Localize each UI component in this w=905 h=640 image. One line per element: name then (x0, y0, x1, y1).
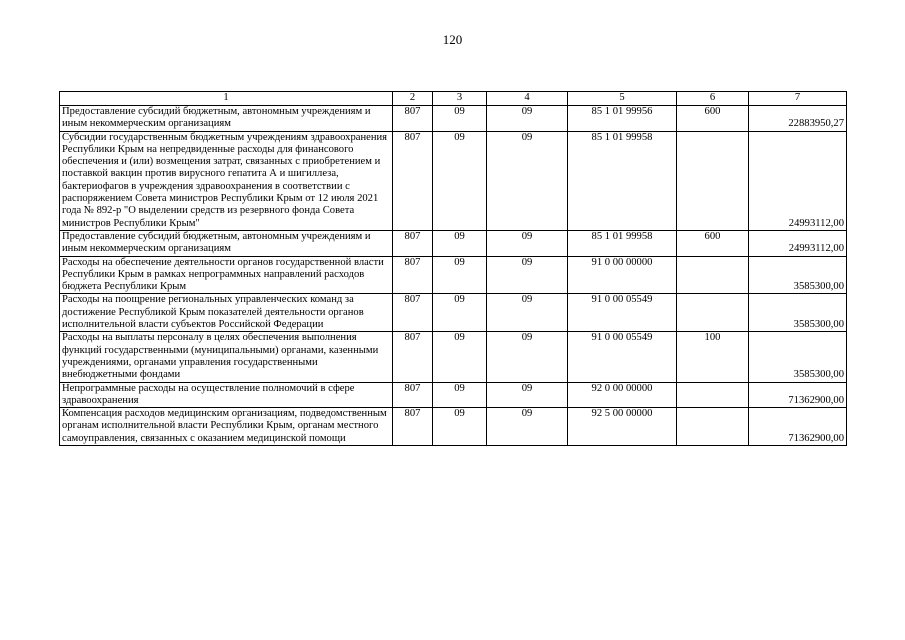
row-subsection-code: 09 (487, 382, 568, 408)
header-cell: 4 (487, 92, 568, 106)
row-target-code: 92 0 00 00000 (568, 382, 677, 408)
row-target-code: 91 0 00 05549 (568, 332, 677, 382)
row-section-code: 09 (433, 230, 487, 256)
row-name: Предоставление субсидий бюджетным, автономным учреждениям и иным некоммерческим организациям (60, 230, 393, 256)
row-target-code: 92 5 00 00000 (568, 408, 677, 446)
table-row (60, 106, 847, 132)
row-name: Расходы на обеспечение деятельности органов государственной власти Республики Крым в рамках непрограммных направлений расходов бюджета Республики Крым (60, 256, 393, 294)
row-ministry-code: 807 (393, 332, 433, 382)
row-name: Компенсация расходов медицинским организациям, подведомственным органам исполнительной власти Республики Крым, органам местного самоуправления, связанных с оказанием медицинской помощи (60, 408, 393, 446)
row-ministry-code: 807 (393, 382, 433, 408)
row-subsection-code: 09 (487, 230, 568, 256)
table-row (60, 294, 847, 332)
budget-table (59, 91, 847, 446)
row-ministry-code: 807 (393, 106, 433, 132)
table-header-row (60, 92, 847, 106)
row-subsection-code: 09 (487, 131, 568, 230)
header-cell: 1 (60, 92, 393, 106)
row-amount: 71362900,00 (749, 408, 847, 446)
row-subsection-code: 09 (487, 332, 568, 382)
row-section-code: 09 (433, 332, 487, 382)
table-row (60, 256, 847, 294)
row-subsection-code: 09 (487, 294, 568, 332)
row-target-code: 91 0 00 05549 (568, 294, 677, 332)
row-amount: 3585300,00 (749, 294, 847, 332)
row-expense-type (677, 408, 749, 446)
table-row (60, 382, 847, 408)
table-row (60, 230, 847, 256)
row-expense-type (677, 382, 749, 408)
row-target-code: 85 1 01 99958 (568, 230, 677, 256)
row-section-code: 09 (433, 106, 487, 132)
row-ministry-code: 807 (393, 230, 433, 256)
header-cell: 3 (433, 92, 487, 106)
row-ministry-code: 807 (393, 131, 433, 230)
row-expense-type (677, 256, 749, 294)
page-number: 120 (442, 32, 463, 47)
row-ministry-code: 807 (393, 256, 433, 294)
row-amount: 22883950,27 (749, 106, 847, 132)
row-expense-type: 600 (677, 106, 749, 132)
header-cell: 5 (568, 92, 677, 106)
row-subsection-code: 09 (487, 256, 568, 294)
row-amount: 24993112,00 (749, 131, 847, 230)
row-expense-type: 600 (677, 230, 749, 256)
row-section-code: 09 (433, 382, 487, 408)
row-name: Расходы на поощрение региональных управленческих команд за достижение Республикой Крым показателей деятельности органов исполнительной власти субъектов Российской Федерации (60, 294, 393, 332)
row-amount: 24993112,00 (749, 230, 847, 256)
row-subsection-code: 09 (487, 106, 568, 132)
row-section-code: 09 (433, 408, 487, 446)
row-name: Субсидии государственным бюджетным учреждениям здравоохранения Республики Крым на непредвиденные расходы для финансового обеспечения и (или) возмещения затрат, связанных с приобретением и поставкой вакцин против вирусного гепатита А и шигиллеза, бактериофагов в учреждения здравоохранения в соответствии с распоряжением Совета министров Республики Крым от 12 июля 2021 года № 892-р "О выделении средств из резервного фонда Совета министров Республики Крым" (60, 131, 393, 230)
row-target-code: 85 1 01 99956 (568, 106, 677, 132)
row-target-code: 91 0 00 00000 (568, 256, 677, 294)
row-name: Расходы на выплаты персоналу в целях обеспечения выполнения функций государственными (муниципальными) органами, казенными учреждениями, органами управления государственными внебюджетными фондами (60, 332, 393, 382)
row-expense-type: 100 (677, 332, 749, 382)
row-section-code: 09 (433, 131, 487, 230)
header-cell: 2 (393, 92, 433, 106)
header-cell: 6 (677, 92, 749, 106)
table-row (60, 332, 847, 382)
header-cell: 7 (749, 92, 847, 106)
row-subsection-code: 09 (487, 408, 568, 446)
row-target-code: 85 1 01 99958 (568, 131, 677, 230)
row-expense-type (677, 294, 749, 332)
row-section-code: 09 (433, 294, 487, 332)
row-ministry-code: 807 (393, 294, 433, 332)
row-name: Предоставление субсидий бюджетным, автономным учреждениям и иным некоммерческим организациям (60, 106, 393, 132)
table-row (60, 131, 847, 230)
row-amount: 71362900,00 (749, 382, 847, 408)
table-row (60, 408, 847, 446)
row-section-code: 09 (433, 256, 487, 294)
row-expense-type (677, 131, 749, 230)
row-amount: 3585300,00 (749, 256, 847, 294)
row-name: Непрограммные расходы на осуществление полномочий в сфере здравоохранения (60, 382, 393, 408)
row-ministry-code: 807 (393, 408, 433, 446)
row-amount: 3585300,00 (749, 332, 847, 382)
